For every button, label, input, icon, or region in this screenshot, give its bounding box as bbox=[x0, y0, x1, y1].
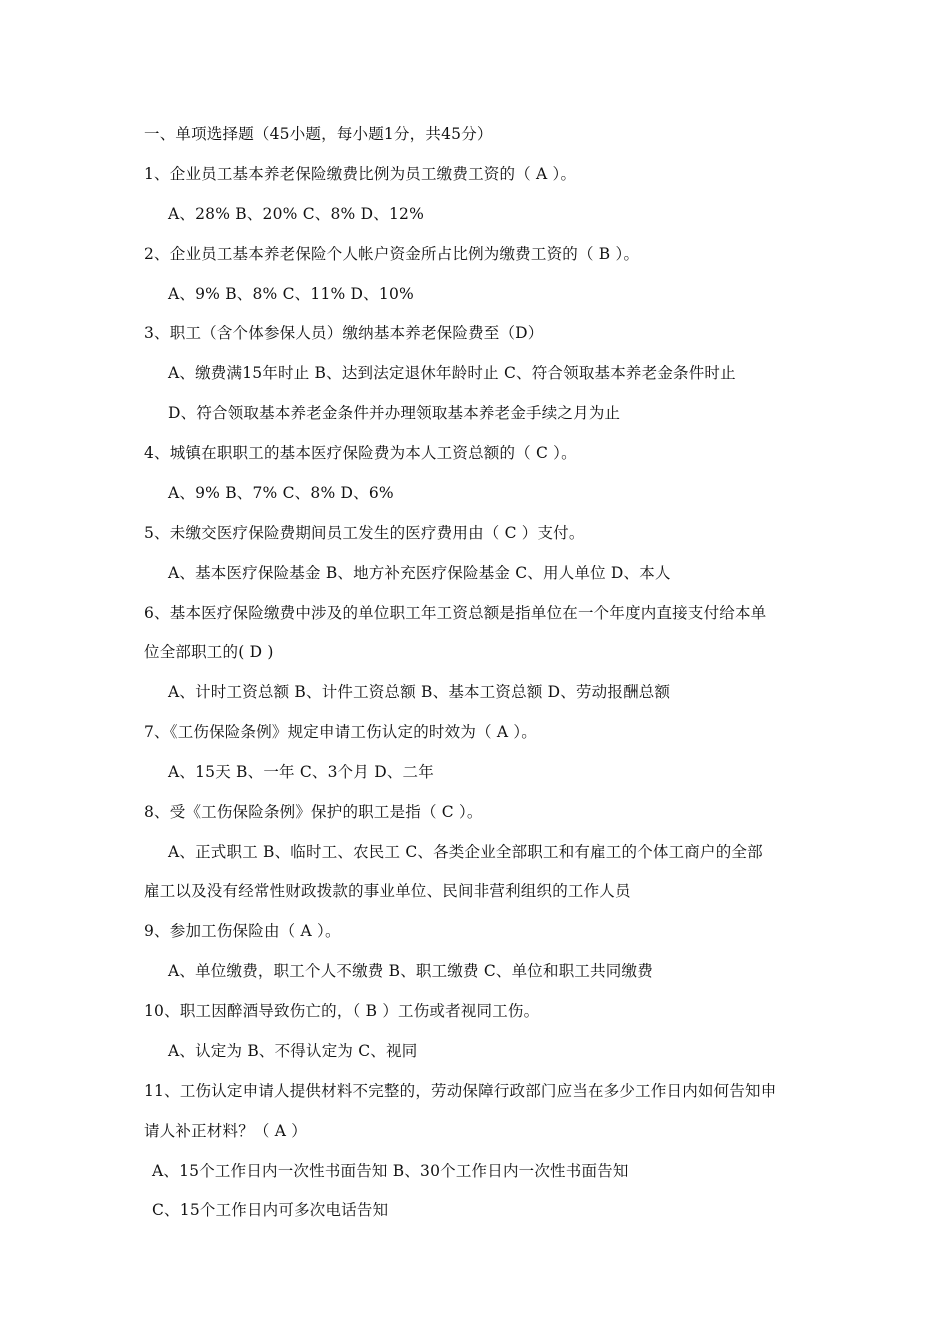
question-9-options: A、单位缴费，职工个人不缴费 B、职工缴费 C、单位和职工共同缴费 bbox=[168, 962, 653, 980]
question-8-options-line-2: 雇工以及没有经常性财政拨款的事业单位、民间非营利组织的工作人员 bbox=[144, 882, 631, 900]
question-3-options-line-1: A、缴费满15年时止 B、达到法定退休年龄时止 C、符合领取基本养老金条件时止 bbox=[168, 364, 736, 382]
question-7: 7、《工伤保险条例》规定申请工伤认定的时效为（ A ）。 bbox=[144, 723, 538, 741]
question-1: 1、企业员工基本养老保险缴费比例为员工缴费工资的（ A ）。 bbox=[144, 165, 577, 183]
question-4-options: A、9% B、7% C、8% D、6% bbox=[168, 484, 394, 502]
question-5: 5、未缴交医疗保险费期间员工发生的医疗费用由（ C ）支付。 bbox=[144, 524, 585, 542]
question-2: 2、企业员工基本养老保险个人帐户资金所占比例为缴费工资的（ B ）。 bbox=[144, 245, 640, 263]
section-title: 一、单项选择题（45小题，每小题1分，共45分） bbox=[144, 125, 493, 143]
question-6-options: A、计时工资总额 B、计件工资总额 B、基本工资总额 D、劳动报酬总额 bbox=[168, 683, 671, 701]
question-6-line-2: 位全部职工的( D ) bbox=[144, 643, 274, 661]
question-3-options-line-2: D、符合领取基本养老金条件并办理领取基本养老金手续之月为止 bbox=[168, 404, 621, 422]
question-3: 3、职工（含个体参保人员）缴纳基本养老保险费至（D） bbox=[144, 324, 544, 342]
question-1-options: A、28% B、20% C、8% D、12% bbox=[168, 205, 424, 223]
question-9: 9、参加工伤保险由（ A ）。 bbox=[144, 922, 341, 940]
question-5-options: A、基本医疗保险基金 B、地方补充医疗保险基金 C、用人单位 D、本人 bbox=[168, 564, 671, 582]
question-6-line-1: 6、基本医疗保险缴费中涉及的单位职工年工资总额是指单位在一个年度内直接支付给本单 bbox=[144, 604, 767, 622]
question-2-options: A、9% B、8% C、11% D、10% bbox=[168, 285, 414, 303]
question-11-line-1: 11、工伤认定申请人提供材料不完整的，劳动保障行政部门应当在多少工作日内如何告知申 bbox=[144, 1082, 777, 1100]
question-8: 8、受《工伤保险条例》保护的职工是指（ C ）。 bbox=[144, 803, 483, 821]
question-11-options-line-2: C、15个工作日内可多次电话告知 bbox=[152, 1201, 389, 1219]
question-4: 4、城镇在职职工的基本医疗保险费为本人工资总额的（ C ）。 bbox=[144, 444, 577, 462]
question-10-options: A、认定为 B、不得认定为 C、视同 bbox=[168, 1042, 418, 1060]
question-7-options: A、15天 B、一年 C、3个月 D、二年 bbox=[168, 763, 434, 781]
question-10: 10、职工因醉酒导致伤亡的，（ B ）工伤或者视同工伤。 bbox=[144, 1002, 540, 1020]
question-11-line-2: 请人补正材料？（ A ） bbox=[144, 1122, 307, 1140]
question-11-options-line-1: A、15个工作日内一次性书面告知 B、30个工作日内一次性书面告知 bbox=[152, 1162, 629, 1180]
question-8-options-line-1: A、正式职工 B、临时工、农民工 C、各类企业全部职工和有雇工的个体工商户的全部 bbox=[168, 843, 763, 861]
